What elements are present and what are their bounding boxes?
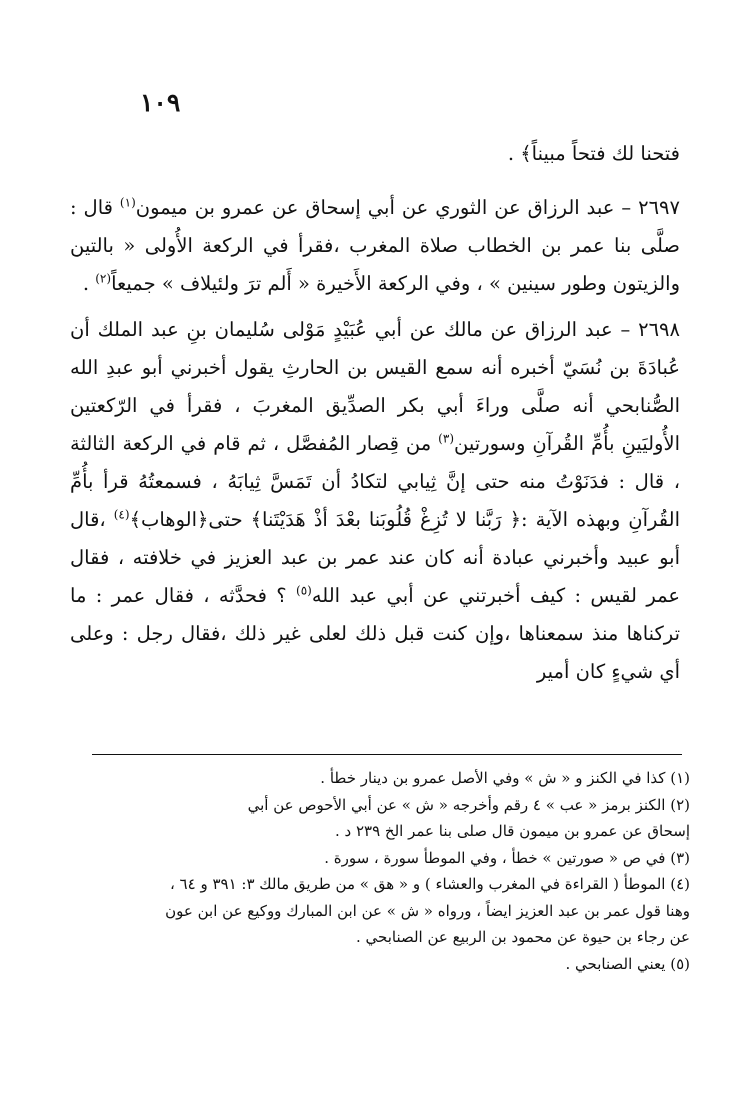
footnote-line: وهنا قول عمر بن عبد العزيز ايضاً ، ورواه « ش » عن ابن المبارك ووكيع عن ابن عون xyxy=(165,901,690,920)
hadith-2698-cont2: ،قال أبو عبيد وأخبرني عبادة أنه كان عند عمر بن عبد العزيز في خلافته ، فقال عمر لقيس : كيف أخبرتني عن أبي عبد الله xyxy=(70,508,680,607)
footnote-ref-5[interactable]: (٥) xyxy=(296,583,312,598)
footnote-ref-1[interactable]: (١) xyxy=(119,195,136,210)
page-number: ١٠٩ xyxy=(140,88,181,117)
hadith-2698-text: ٢٦٩٨ – عبد الرزاق عن مالك عن أبي عُبَيْدٍ مَوْلى سُليمان بنِ عبد الملك أن عُبادَةَ بن نُسَيّ أخبره أنه سمع القيس بن الحارثِ يقول أخبرني أبو عبدِ الله الصُّنابحي أنه صلَّى وراءَ أبي بكر الصدِّيق المغربَ ، فقرأ في الرّكعتين الأُوليَينِ بأُمِّ القُرآنِ وسورتين xyxy=(70,318,680,455)
footnote-ref-4[interactable]: (٤) xyxy=(113,507,130,522)
hadith-2697-cont: قال : صلَّى بنا عمر بن الخطاب صلاة المغرب ،فقرأ في الركعة الأُولى « بالتين والزيتون وطور سينين » ، وفي الركعة الأَخيرة « أَلم ترَ ولئيلاف » جميعاً xyxy=(70,196,680,295)
footnote-line: إسحاق عن عمرو بن ميمون قال صلى بنا عمر الخ ٢٣٩ د . xyxy=(335,822,690,840)
hadith-2698-cont1: من قِصار المُفصَّل ، ثم قام في الركعة الثالثة ، قال : فدَنَوْتُ منه حتى إنَّ ثِيابي لتكادُ أن تَمَسَّ ثِيابَهُ ، فسمعتُهُ قرأ بأُمِّ القُرآنِ وبهذه الآية :﴿ رَبَّنا لا تُزِغْ قُلُوبَنا بعْدَ أذْ هَدَيْتَنا﴾ حتى﴿الوهاب﴾ xyxy=(70,432,680,531)
intro-line: فتحنا لك فتحاً مبيناً﴾ . xyxy=(507,142,680,165)
footnote-line: (٢) الكنز برمز « عب » ٤ رقم وأخرجه « ش » عن أبي الأحوص عن أبي xyxy=(247,795,690,814)
footnote-line: (٣) في ص « صورتين » خطأ ، وفي الموطأ سورة ، سورة . xyxy=(324,848,690,867)
main-text xyxy=(70,135,680,699)
footnote-ref-3[interactable]: (٣) xyxy=(438,431,454,446)
hadith-2698-cont3: ؟ فحدَّثه ، فقال عمر : ما تركناها منذ سمعناها ،وإن كنت قبل ذلك لعلى غير ذلك ،فقال رجل : وعلى أي شيءٍ كان أمير xyxy=(70,584,680,683)
footnotes-divider xyxy=(92,754,682,755)
hadith-2698 xyxy=(70,311,680,691)
footnote-line: (٤) الموطأ ( القراءة في المغرب والعشاء ) و « هق » من طريق مالك ٣: ٣٩١ و ٦٤ ، xyxy=(169,875,690,893)
hadith-2697 xyxy=(70,189,680,303)
footnote-line: (٥) يعني الصنابحي . xyxy=(565,954,690,973)
footnote-line: عن رجاء بن حيوة عن محمود بن الربيع عن الصنابحي . xyxy=(355,928,690,946)
footnotes xyxy=(70,765,690,977)
hadith-2697-end: . xyxy=(82,272,96,295)
footnote-line: (١) كذا في الكنز و « ش » وفي الأصل عمرو بن دينار خطأ . xyxy=(320,769,690,787)
footnote-ref-2[interactable]: (٢) xyxy=(95,271,112,286)
hadith-2697-text: ٢٦٩٧ – عبد الرزاق عن الثوري عن أبي إسحاق عن عمرو بن ميمون xyxy=(135,196,680,219)
